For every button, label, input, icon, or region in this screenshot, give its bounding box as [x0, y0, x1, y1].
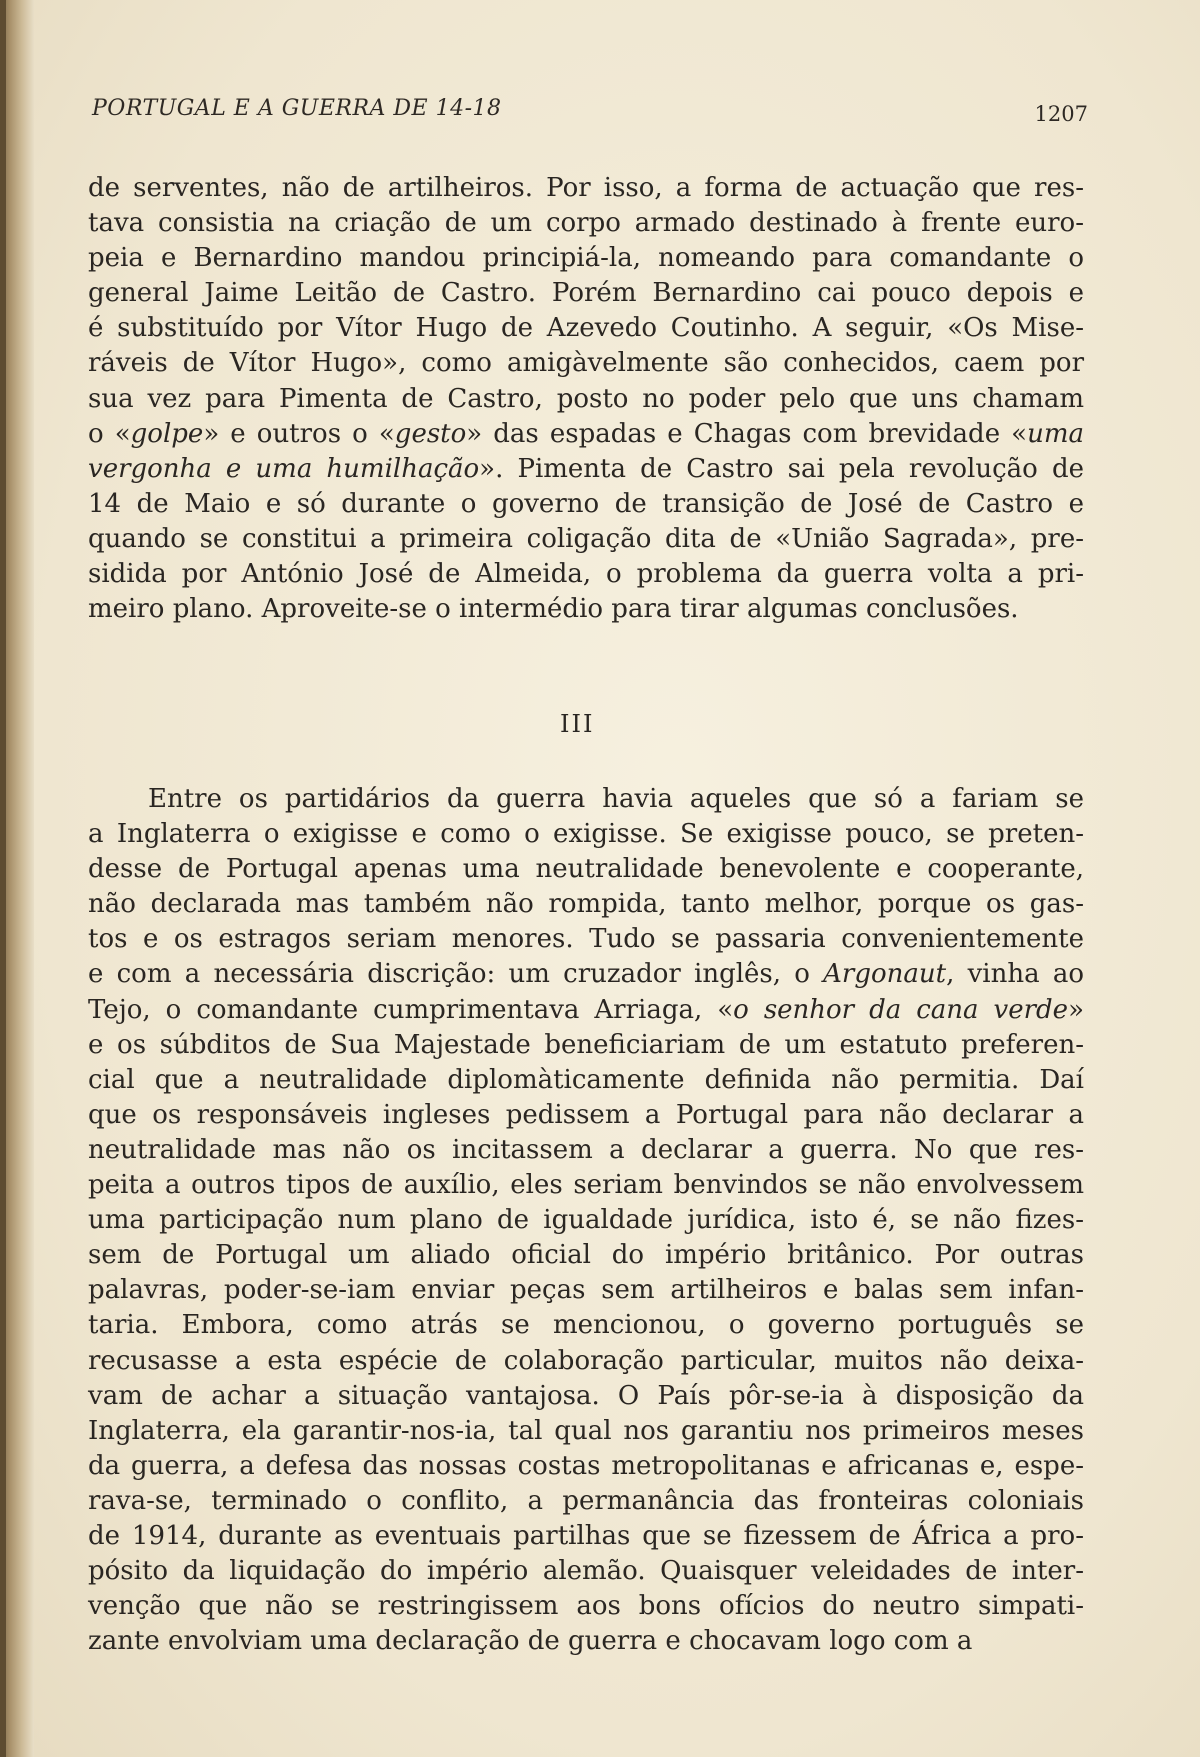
text-segment: tos e os estragos seriam menores. Tudo se passaria convenientemente — [88, 924, 1084, 955]
text-segment: » e outros o « — [203, 418, 395, 449]
text-segment: peia e Bernardino mandou principiá-la, nomeando para comandante o — [88, 243, 1084, 274]
book-binding-edge — [0, 0, 6, 1757]
text-segment: que os responsáveis ingleses pedissem a Portugal para não declarar a — [88, 1099, 1084, 1130]
text-segment: a Inglaterra o exigisse e como o exigisse. Se exigisse pouco, se preten- — [88, 819, 1084, 850]
text-segment: ». Pimenta de Castro sai pela revolução de — [479, 453, 1084, 484]
paragraph-2 — [88, 782, 1084, 1659]
text-line — [88, 782, 1084, 817]
text-segment: recusasse a esta espécie de colaboração particular, muitos não deixa- — [88, 1345, 1084, 1376]
text-segment: tava consistia na criação de um corpo armado destinado à frente euro- — [88, 208, 1084, 239]
text-line — [88, 887, 1084, 922]
text-segment: » das espadas e Chagas com brevidade « — [466, 418, 1028, 449]
text-line — [88, 382, 1084, 417]
text-segment: sem de Portugal um aliado oficial do império britânico. Por outras — [88, 1240, 1084, 1271]
text-line — [88, 1238, 1084, 1273]
text-segment: pósito da liquidação do império alemão. Quaisquer veleidades de inter- — [88, 1556, 1084, 1587]
text-line — [88, 346, 1084, 381]
text-segment: , vinha ao — [946, 959, 1084, 990]
text-segment: e com a necessária discrição: um cruzador inglês, o — [88, 959, 824, 990]
text-line — [88, 557, 1084, 592]
text-line — [88, 1379, 1084, 1414]
running-head: PORTUGAL E A GUERRA DE 14-18 — [92, 96, 502, 121]
text-line — [88, 241, 1084, 276]
paragraph-1 — [88, 171, 1084, 627]
text-line — [88, 1098, 1084, 1133]
text-segment: » — [1068, 994, 1084, 1025]
text-segment: venção que não se restringissem aos bons ofícios do neutro simpati- — [88, 1591, 1084, 1622]
text-segment: vam de achar a situação vantajosa. O País pôr-se-ia à disposição da — [88, 1380, 1084, 1411]
text-line — [88, 171, 1084, 206]
text-line — [88, 1449, 1084, 1484]
italic-phrase: gesto — [394, 418, 467, 449]
text-segment: é substituído por Vítor Hugo de Azevedo Coutinho. A seguir, «Os Mise- — [88, 313, 1084, 344]
text-line — [88, 817, 1084, 852]
text-line — [88, 1028, 1084, 1063]
text-segment: quando se constitui a primeira coligação dita de «União Sagrada», pre- — [88, 523, 1084, 554]
text-line — [88, 993, 1084, 1028]
page-number: 1207 — [1034, 102, 1088, 126]
text-segment: não declarada mas também não rompida, tanto melhor, porque os gas- — [88, 889, 1084, 920]
text-segment: peita a outros tipos de auxílio, eles seriam benvindos se não envolvessem — [88, 1170, 1084, 1201]
italic-phrase: vergonha e uma humilhação — [88, 453, 480, 484]
text-line — [88, 487, 1084, 522]
text-segment: desse de Portugal apenas uma neutralidade benevolente e cooperante, — [88, 854, 1084, 885]
text-line — [88, 852, 1084, 887]
text-segment: taria. Embora, como atrás se mencionou, o governo português se — [88, 1310, 1084, 1341]
text-line — [88, 1273, 1084, 1308]
text-segment: da guerra, a defesa das nossas costas metropolitanas e africanas e, espe- — [88, 1450, 1084, 1481]
text-line — [88, 1133, 1084, 1168]
text-line — [88, 311, 1084, 346]
text-line — [88, 1484, 1084, 1519]
text-segment: de 1914, durante as eventuais partilhas que se fizessem de África a pro- — [88, 1520, 1084, 1551]
text-segment: Inglaterra, ela garantir-nos-ia, tal qual nos garantiu nos primeiros meses — [88, 1415, 1084, 1446]
text-segment: general Jaime Leitão de Castro. Porém Bernardino cai pouco depois e — [88, 278, 1084, 309]
text-segment: 14 de Maio e só durante o governo de transição de José de Castro e — [88, 488, 1084, 519]
text-line — [88, 1063, 1084, 1098]
text-segment: rava-se, terminado o conflito, a permanância das fronteiras coloniais — [88, 1485, 1084, 1516]
text-line — [88, 1168, 1084, 1203]
text-line — [88, 957, 1084, 992]
text-segment: Tejo, o comandante cumprimentava Arriaga, « — [88, 994, 734, 1025]
text-line — [88, 1203, 1084, 1238]
text-line — [88, 1519, 1084, 1554]
text-line — [88, 1624, 1084, 1659]
text-line — [88, 1554, 1084, 1589]
section-heading: III — [560, 710, 595, 738]
text-line — [88, 452, 1084, 487]
text-segment: ráveis de Vítor Hugo», como amigàvelmente são conhecidos, caem por — [88, 348, 1084, 379]
text-line — [88, 1589, 1084, 1624]
text-segment: palavras, poder-se-iam enviar peças sem artilheiros e balas sem infan- — [88, 1275, 1084, 1306]
text-segment: zante envolviam uma declaração de guerra e chocavam logo com a — [88, 1626, 973, 1657]
italic-phrase: uma — [1027, 418, 1084, 449]
text-line — [88, 1344, 1084, 1379]
text-line — [88, 1414, 1084, 1449]
text-segment: sua vez para Pimenta de Castro, posto no poder pelo que uns chamam — [88, 383, 1084, 414]
text-segment: de serventes, não de artilheiros. Por isso, a forma de actuação que res- — [88, 173, 1084, 203]
text-segment: uma participação num plano de igualdade jurídica, isto é, se não fizes- — [88, 1205, 1084, 1236]
text-segment: neutralidade mas não os incitassem a declarar a guerra. No que res- — [88, 1134, 1084, 1165]
text-segment: sidida por António José de Almeida, o problema da guerra volta a pri- — [88, 559, 1084, 590]
text-line — [88, 922, 1084, 957]
text-segment: o « — [88, 418, 131, 449]
italic-phrase: o senhor da cana verde — [733, 994, 1069, 1025]
text-segment: meiro plano. Aproveite-se o intermédio para tirar algumas conclusões. — [88, 594, 1019, 625]
text-segment: Entre os partidários da guerra havia aqueles que só a fariam se — [148, 784, 1084, 814]
italic-phrase: Argonaut — [823, 959, 947, 990]
text-line — [88, 1308, 1084, 1343]
text-line — [88, 206, 1084, 241]
text-line — [88, 592, 1084, 627]
text-segment: cial que a neutralidade diplomàticamente definida não permitia. Daí — [88, 1064, 1084, 1095]
text-line — [88, 417, 1084, 452]
text-segment: e os súbditos de Sua Majestade beneficiariam de um estatuto preferen- — [88, 1029, 1084, 1060]
text-line — [88, 522, 1084, 557]
italic-phrase: golpe — [130, 418, 204, 449]
text-line — [88, 276, 1084, 311]
